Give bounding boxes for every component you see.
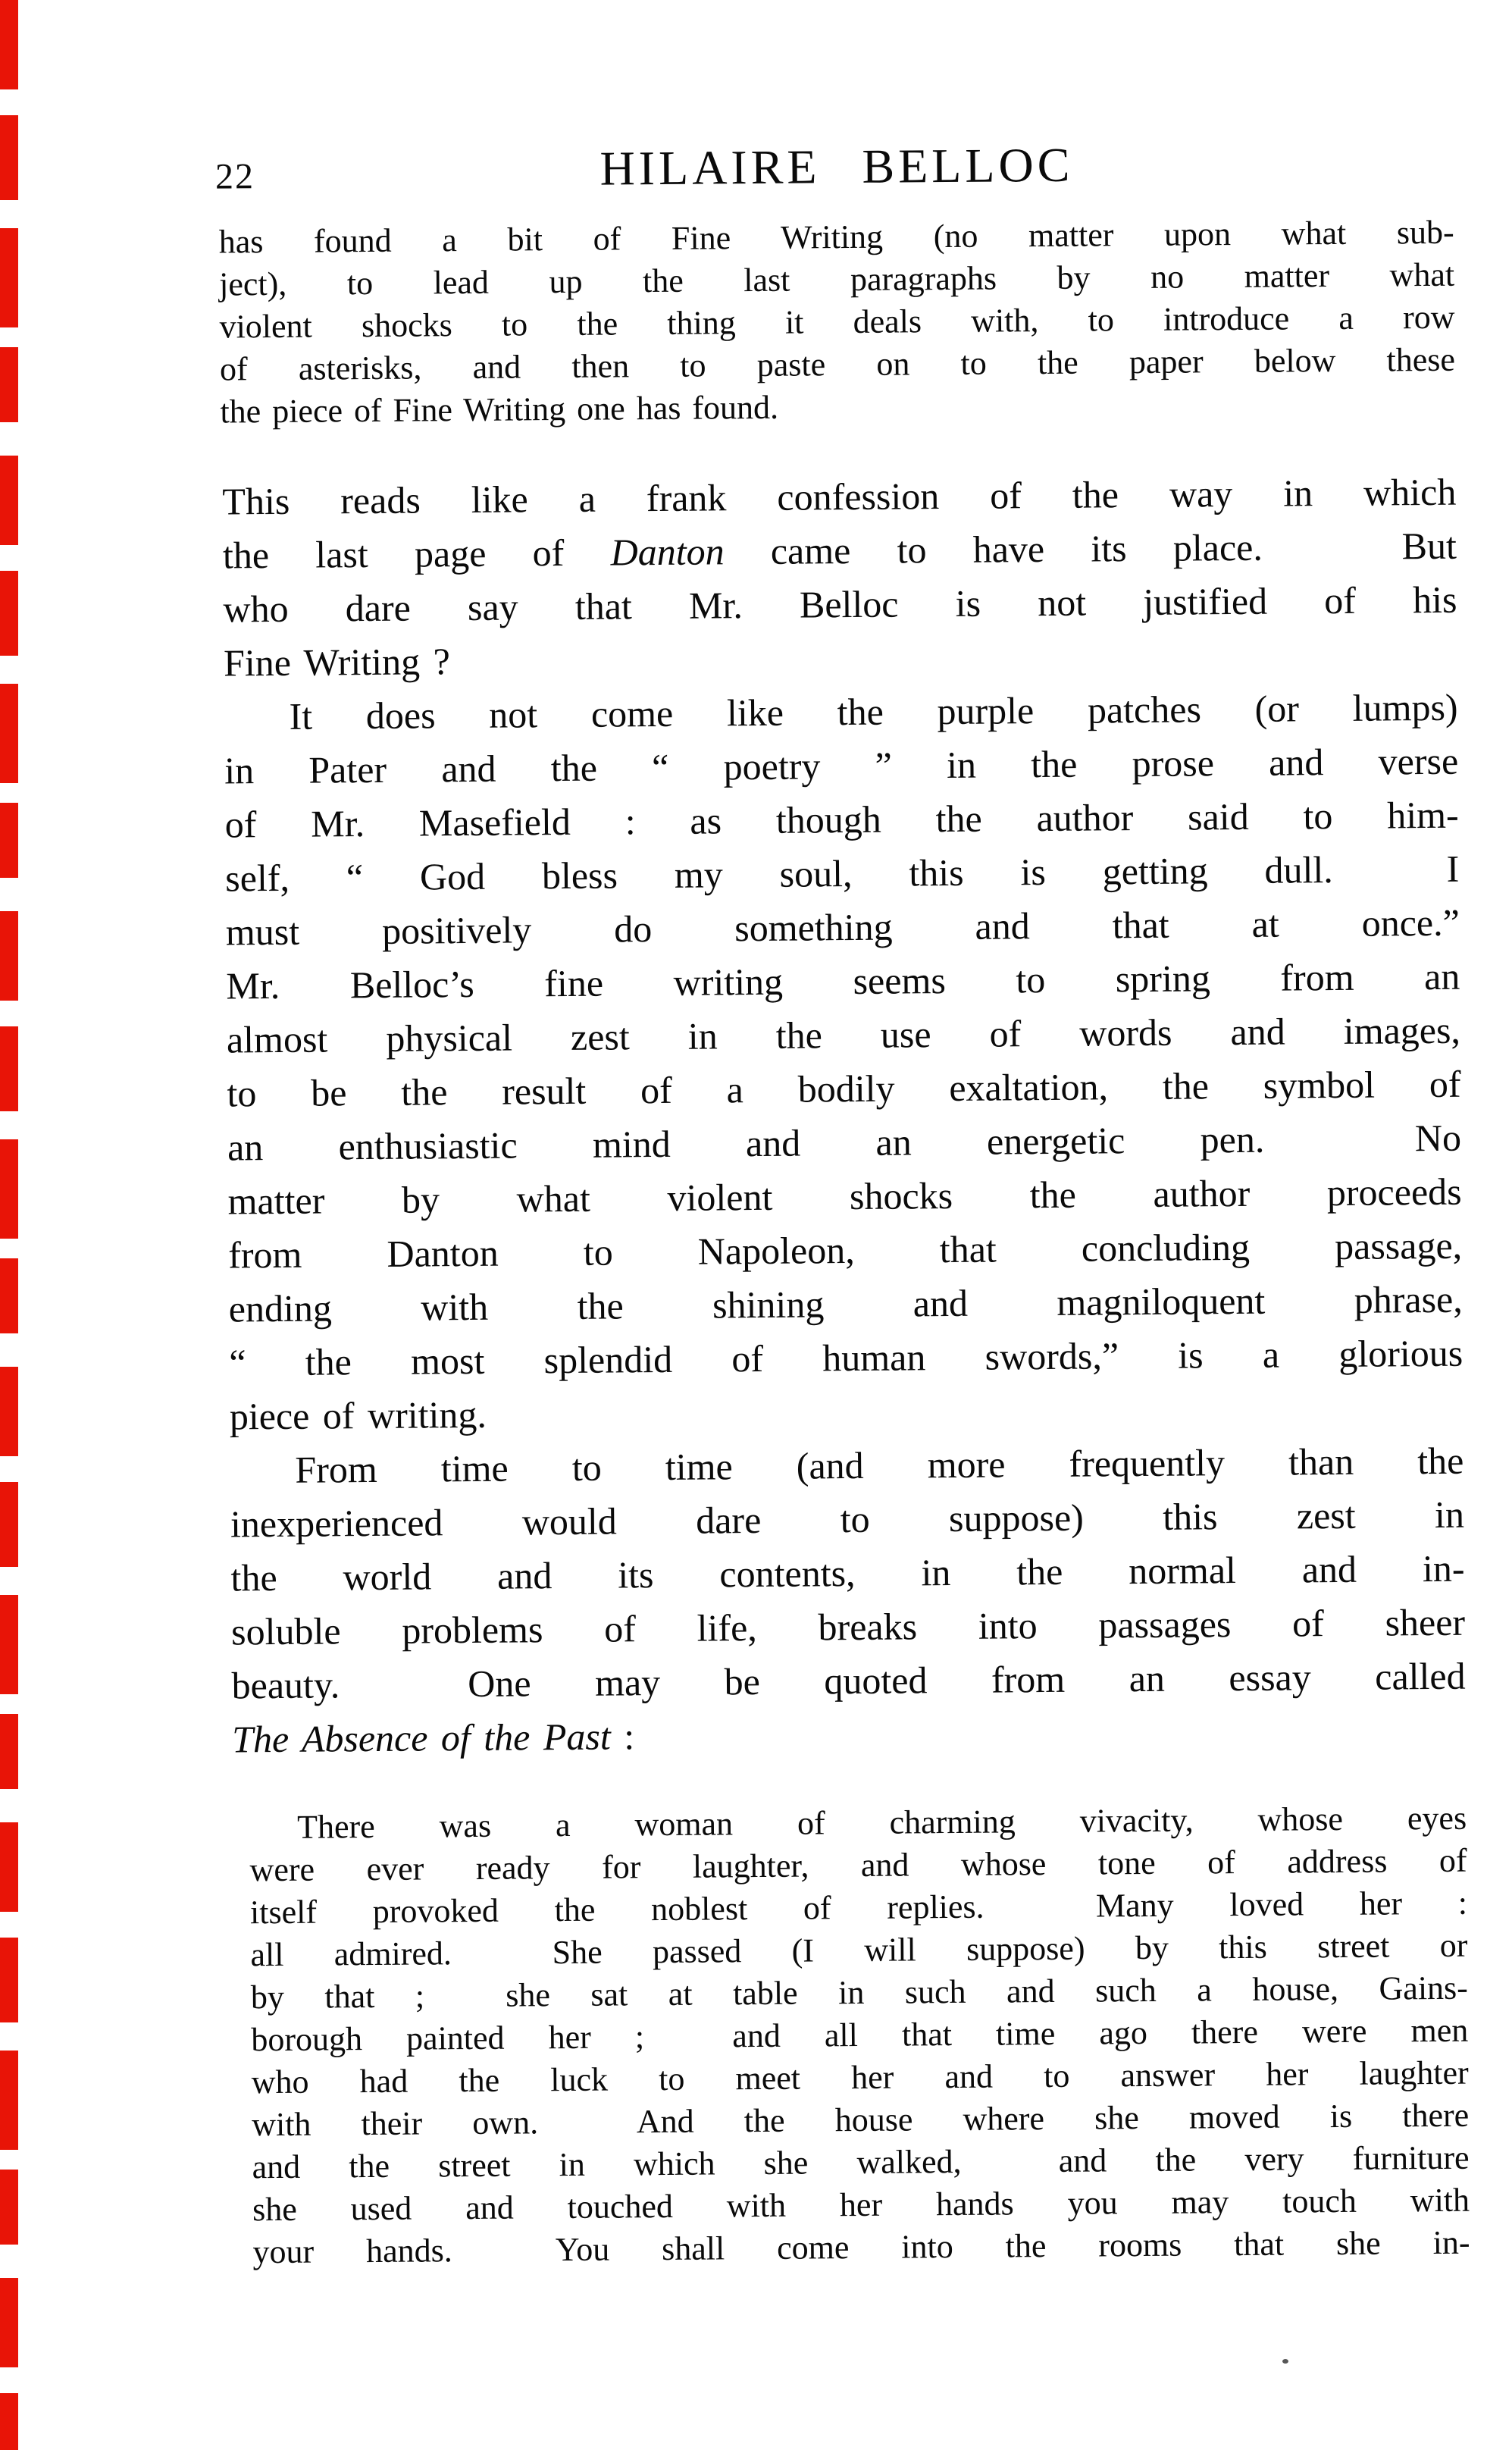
text-line: soluble problems of life, breaks into passages of sheer <box>230 1600 1466 1653</box>
text-line: self, “ God bless my soul, this is getting dull. I <box>225 847 1460 900</box>
text-line: of asterisks, and then to paste on to the paper below these <box>219 340 1456 388</box>
main-text-block <box>222 465 1466 1767</box>
text-line: matter by what violent shocks the author proceeds <box>227 1170 1462 1223</box>
text-line: to be the result of a bodily exaltation, the symbol of <box>227 1062 1461 1115</box>
text-line: were ever ready for laughter, and whose tone of address of <box>249 1841 1467 1889</box>
text-line: an enthusiastic mind and an energetic pen. No <box>227 1116 1462 1169</box>
text-line: inexperienced would dare to suppose) this zest in <box>230 1493 1465 1546</box>
text-line: with their own. And the house where she moved is there <box>252 2096 1470 2144</box>
text-line: itself provoked the noblest of replies. Many loved her : <box>249 1884 1468 1931</box>
text-line: all admired. She passed (I will suppose) by this street or <box>250 1926 1468 1974</box>
text-line: who dare say that Mr. Belloc is not justified of his <box>223 578 1457 631</box>
block-quote-bottom <box>249 1797 1470 2274</box>
text-line: almost physical zest in the use of words and images, <box>226 1008 1461 1061</box>
text-line: the piece of Fine Writing one has found. <box>220 388 779 431</box>
text-line: and the street in which she walked, and the very furniture <box>252 2138 1470 2186</box>
text-line: ending with the shining and magniloquent phrase, <box>228 1277 1463 1330</box>
text-line: who had the luck to meet her and to answer her laughter <box>251 2054 1469 2101</box>
text-line: borough painted her ; and all that time ago there were men <box>251 2011 1469 2059</box>
block-quote-top <box>218 211 1455 434</box>
text-line: your hands. You shall come into the rooms that she in- <box>252 2223 1470 2271</box>
text-line: has found a bit of Fine Writing (no matter upon what sub- <box>218 213 1454 261</box>
page-number: 22 <box>214 156 255 197</box>
text-line: beauty. One may be quoted from an essay called <box>231 1654 1466 1707</box>
text-line: in Pater and the “ poetry ” in the prose and verse <box>224 739 1459 792</box>
text-line: “ the most splendid of human swords,” is a glorious <box>229 1331 1463 1384</box>
text-line: Fine Writing ? <box>223 640 450 685</box>
text-line: from Danton to Napoleon, that concluding passage, <box>227 1223 1463 1277</box>
text-line: This reads like a frank confession of the way in which <box>222 470 1457 523</box>
page-header <box>214 134 1454 205</box>
text-line: must positively do something and that at once.” <box>225 901 1460 954</box>
text-line: Mr. Belloc’s fine writing seems to spring from an <box>226 954 1460 1007</box>
ink-speck <box>1282 2359 1288 2364</box>
text-line: piece of writing. <box>229 1393 487 1438</box>
text-line: violent shocks to the thing it deals with, to introduce a row <box>219 298 1455 346</box>
text-line: There was a woman of charming vivacity, whose eyes <box>296 1799 1467 1846</box>
text-line: the last page of Danton came to have its place. But <box>222 524 1457 577</box>
text-line: the world and its contents, in the normal and in- <box>230 1546 1465 1599</box>
text-line: she used and touched with her hands you may touch with <box>252 2181 1470 2229</box>
text-line: by that ; she sat at table in such and such a house, Gains- <box>250 1969 1469 2016</box>
running-header-title: HILAIRE BELLOC <box>599 137 1074 196</box>
text-line: ject), to lead up the last paragraphs by no matter what <box>218 255 1455 303</box>
text-line: The Absence of the Past : <box>231 1715 635 1761</box>
text-line: From time to time (and more frequently than the <box>295 1439 1464 1491</box>
text-line: It does not come like the purple patches (or lumps) <box>289 685 1458 738</box>
text-line: of Mr. Masefield : as though the author said to him- <box>224 793 1459 846</box>
